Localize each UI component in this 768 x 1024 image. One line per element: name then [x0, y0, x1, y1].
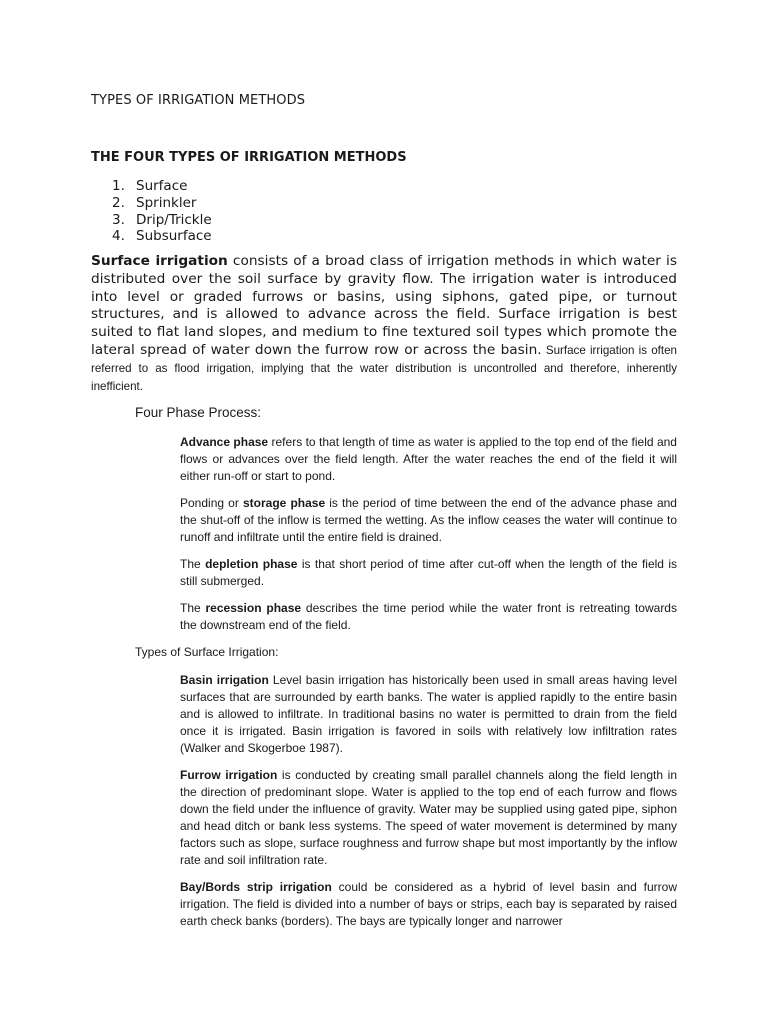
- irrigation-methods-list: [112, 178, 212, 245]
- list-item-label: Subsurface: [136, 228, 212, 245]
- phase-paragraph-depletion: [180, 556, 677, 590]
- list-item: [112, 228, 212, 245]
- list-item: [112, 195, 212, 212]
- phase-prefix: The: [180, 601, 206, 615]
- list-number: 4.: [112, 228, 125, 245]
- list-number: 3.: [112, 211, 125, 228]
- term-storage-phase: storage phase: [242, 496, 326, 510]
- four-phase-heading: Four Phase Process:: [135, 405, 262, 420]
- list-item-label: Drip/Trickle: [136, 211, 212, 228]
- list-item: [112, 212, 212, 229]
- document-title: TYPES OF IRRIGATION METHODS: [91, 93, 306, 108]
- basin-irrigation-paragraph: [180, 672, 677, 757]
- bay-strip-irrigation-paragraph: [180, 879, 677, 930]
- term-basin-irrigation: Basin irrigation: [180, 673, 269, 687]
- list-number: 1.: [112, 178, 125, 194]
- term-depletion-phase: depletion phase: [205, 557, 298, 571]
- section-heading: THE FOUR TYPES OF IRRIGATION METHODS: [91, 150, 407, 165]
- list-item-label: Sprinkler: [136, 194, 197, 211]
- term-furrow-irrigation: Furrow irrigation: [180, 768, 278, 782]
- term-surface-irrigation: Surface irrigation: [91, 253, 228, 269]
- list-item-label: Surface: [136, 178, 188, 194]
- list-item: [112, 178, 212, 195]
- phase-prefix: Ponding or: [180, 496, 243, 510]
- phase-text: is that short period of time after cut-off when the length of the field is still submerged.: [180, 557, 677, 588]
- phase-text: refers to that length of time as water is applied to the top end of the field and flows or advances over the field length. After the water reaches the end of the field it will either run-off or start to pond.: [180, 435, 677, 483]
- types-heading: Types of Surface Irrigation:: [135, 645, 279, 659]
- phase-prefix: The: [180, 557, 206, 571]
- intro-main-text: consists of a broad class of irrigation methods in which water is distributed over the soil surface by gravity flow. The irrigation water is introduced into level or graded furrows or basins, using siphons, gated pipe, or turnout structures, and is allowed to advance across the field. Surface irrigation is best suited to flat land slopes, and medium to fine textured soil types which promote the lateral spread of water down the furrow row or across the basin.: [91, 253, 677, 358]
- list-number: 2.: [112, 194, 125, 211]
- phase-text: is the period of time between the end of the advance phase and the shut-off of the inflow is termed the wetting. As the inflow ceases the water will continue to runoff and infiltrate until the entire field is drained.: [180, 496, 677, 544]
- intro-small-text: Surface irrigation is often referred to as flood irrigation, implying that the water distribution is uncontrolled and therefore, inherently inefficient.: [91, 343, 677, 393]
- phase-paragraph-storage: [180, 495, 677, 546]
- term-recession-phase: recession phase: [205, 601, 302, 615]
- phase-paragraph-advance: [180, 434, 677, 485]
- term-advance-phase: Advance phase: [180, 435, 269, 449]
- term-bay-strip-irrigation: Bay/Bords strip irrigation: [180, 880, 332, 894]
- surface-irrigation-paragraph: [91, 253, 677, 395]
- phase-text: describes the time period while the water front is retreating towards the downstream end of the field.: [180, 601, 677, 632]
- type-text: is conducted by creating small parallel channels along the field length in the direction of predominant slope. Water is applied to the top end of each furrow and flows down the field under the influence of gravity. Water may be supplied using gated pipe, siphon and head ditch or bank less systems. The speed of water movement is determined by many factors such as slope, surface roughness and furrow shape but most importantly by the inflow rate and soil infiltration rate.: [180, 768, 678, 867]
- type-text: Level basin irrigation has historically been used in small areas having level surfaces that are surrounded by earth banks. The water is applied rapidly to the entire basin and is allowed to infiltrate. In traditional basins no water is permitted to drain from the field once it is irrigated. Basin irrigation is favored in soils with relatively low infiltration rates (Walker and Skogerboe 1987).: [180, 673, 677, 755]
- type-text: could be considered as a hybrid of level basin and furrow irrigation. The field is divided into a number of bays or strips, each bay is separated by raised earth check banks (borders). The bays are typically longer and narrower: [180, 880, 677, 928]
- furrow-irrigation-paragraph: [180, 767, 677, 869]
- phase-paragraph-recession: [180, 600, 677, 634]
